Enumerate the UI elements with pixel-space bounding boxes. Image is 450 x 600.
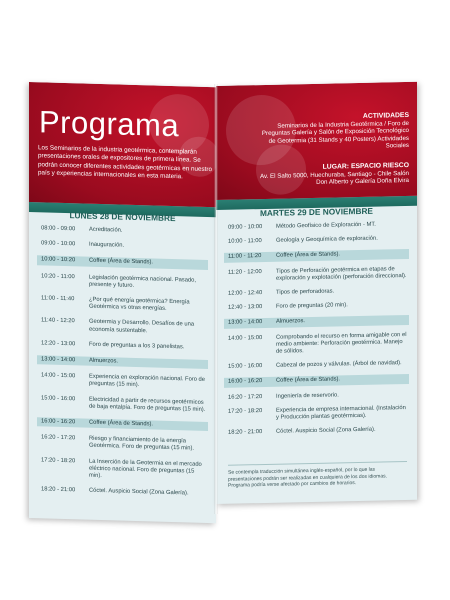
schedule-time: 12:40 - 13:00 — [228, 304, 263, 311]
schedule-row — [224, 235, 409, 246]
schedule-time: 14:00 - 15:00 — [228, 334, 263, 342]
schedule-description: ¿Por qué energía geotérmica? Energía Geotérmica vs otras energías. — [89, 296, 190, 313]
schedule-monday — [37, 225, 208, 498]
schedule-description: Foro de preguntas (20 min). — [276, 302, 348, 310]
right-header-band — [216, 82, 417, 200]
schedule-description: Cóctel. Auspicio Social (Zona Galería). — [276, 426, 376, 435]
schedule-description: Legislación geotérmica nacional. Pasado, presente y futuro. — [89, 274, 196, 289]
schedule-break-row — [224, 249, 409, 262]
schedule-time: 18:20 - 21:00 — [228, 429, 263, 436]
schedule-break-row — [224, 315, 409, 328]
schedule-description: Comprobando el recurso en forma amigable con el medio ambiente: Perforación geotérmica. Manejo de sólidos. — [276, 331, 407, 355]
schedule-description: Geotermia y Desarrollo. Desafíos de una economía sustentable. — [89, 319, 195, 334]
schedule-time: 11:20 - 12:00 — [228, 268, 262, 276]
activities-block — [259, 112, 409, 153]
schedule-time: 10:00 - 10:20 — [41, 256, 76, 264]
schedule-description: Cóctel. Auspicio Social (Zona Galería). — [89, 487, 189, 497]
schedule-row — [37, 372, 208, 391]
note-divider — [228, 461, 407, 466]
schedule-time: 12:20 - 13:00 — [41, 340, 76, 348]
schedule-description: Geología y Geoquímica de exploración. — [276, 235, 378, 244]
schedule-time: 09:00 - 10:00 — [41, 240, 76, 248]
schedule-row — [224, 221, 409, 232]
schedule-time: 16:20 - 17:20 — [41, 434, 76, 442]
schedule-row — [224, 266, 409, 284]
schedule-description: Acreditación. — [89, 226, 123, 234]
schedule-description: Electricidad a partir de recursos geotérmicos de baja entalpía. Foro de preguntas (15 min). — [89, 396, 206, 413]
schedule-time: 16:00 - 16:20 — [228, 378, 263, 386]
schedule-row — [224, 301, 409, 312]
schedule-break-row — [37, 417, 208, 431]
schedule-row — [37, 240, 208, 252]
schedule-time: 16:00 - 16:20 — [41, 418, 76, 426]
brochure-left-panel — [29, 82, 216, 523]
schedule-break-row — [37, 355, 208, 369]
schedule-row — [37, 457, 208, 483]
translation-note: Se contempla traducción simultánea inglés-español, por lo que las presentaciones podrán ser realizadas en cualquiera de los dos idiomas. Programa podría verse afectado por cambios de horarios. — [228, 466, 387, 490]
schedule-time: 13:00 - 14:00 — [228, 319, 263, 327]
day-header-monday: LUNES 28 DE NOVIEMBRE — [69, 210, 176, 224]
schedule-description: Tipos de perforadoras. — [276, 288, 335, 296]
schedule-description: Tipos de Perforación geotérmica en etapas de exploración y explotación (perforación direccional). — [276, 265, 407, 282]
schedule-description: Experiencia de empresa internacional. (Instalación y Producción plantas geotérmicas). — [276, 404, 406, 421]
schedule-description: Coffee (Área de Stands). — [89, 258, 154, 266]
brochure-fold — [214, 84, 218, 514]
schedule-time: 17:20 - 18:20 — [41, 456, 76, 464]
schedule-time: 15:00 - 16:00 — [41, 394, 76, 402]
schedule-description: Coffee (Área de Stands). — [276, 251, 341, 260]
activities-text: Seminarios de la Industria Geotérmica / Foro de Preguntas Galería y Salón de Exposición Tecnológico de Geotermia (31 Stands y 40 Posters) Actividades Sociales — [261, 119, 409, 150]
schedule-time: 13:00 - 14:00 — [41, 356, 76, 364]
schedule-description: Cabezal de pozos y válvulas. (Árbol de navidad). — [276, 360, 402, 369]
brochure-right-panel — [216, 82, 417, 504]
schedule-time: 16:20 - 17:20 — [228, 393, 263, 401]
place-block — [259, 162, 409, 188]
place-text: Av. El Salto 5000, Huechuraba, Santiago - Chile Salón Don Alberto y Galería Doña Elvira — [259, 169, 409, 187]
program-title: Programa — [39, 104, 180, 144]
schedule-row — [224, 405, 409, 423]
schedule-description: Coffee (Área de Stands). — [89, 419, 154, 428]
schedule-row — [224, 391, 409, 402]
day-header-tuesday: MARTES 29 DE NOVIEMBRE — [260, 205, 373, 219]
schedule-row — [224, 332, 409, 357]
schedule-description: Coffee (Área de Stands). — [276, 376, 341, 385]
schedule-row — [37, 340, 208, 352]
schedule-time: 12:00 - 12:40 — [228, 290, 263, 297]
schedule-break-row — [37, 256, 208, 270]
schedule-time: 18:20 - 21:00 — [41, 486, 76, 494]
schedule-row — [224, 426, 409, 437]
schedule-row — [224, 287, 409, 298]
schedule-description: Riesgo y financiamiento de la energía Geotérmica. Foro de preguntas (15 min). — [89, 435, 195, 453]
schedule-time: 11:00 - 11:40 — [41, 295, 75, 303]
schedule-time: 11:00 - 11:20 — [228, 253, 262, 261]
schedule-time: 15:00 - 16:00 — [228, 363, 263, 370]
schedule-time: 17:20 - 18:20 — [228, 407, 263, 415]
schedule-time: 14:00 - 15:00 — [41, 372, 76, 380]
schedule-row — [224, 360, 409, 371]
schedule-break-row — [224, 374, 409, 387]
schedule-time: 10:00 - 11:00 — [228, 238, 262, 245]
place-title: LUGAR: ESPACIO RIESCO — [322, 161, 409, 171]
schedule-row — [37, 395, 208, 414]
schedule-description: Método Geofísico de Exploración - MT. — [276, 221, 376, 230]
schedule-description: Experiencia en exploración nacional. Foro de preguntas (15 min). — [89, 373, 206, 389]
schedule-row — [37, 225, 208, 237]
schedule-description: Almuerzos. — [89, 357, 118, 365]
schedule-row — [37, 273, 208, 292]
schedule-time: 09:00 - 10:00 — [228, 224, 263, 231]
schedule-time: 08:00 - 09:00 — [41, 225, 76, 233]
schedule-tuesday — [224, 221, 409, 437]
schedule-row — [37, 318, 208, 337]
left-header-band — [29, 82, 216, 207]
schedule-description: Ingeniería de reservorio. — [276, 392, 339, 400]
schedule-description: Almuerzos. — [276, 318, 305, 326]
schedule-row — [37, 486, 208, 498]
schedule-description: Inauguración. — [89, 241, 125, 249]
intro-text: Los Seminarios de la industria geotérmica, contemplarán presentaciones orales de expositores de primera línea. Se podrán conocer diferentes actividades geotérmicas en nuestro país y experiencias internacionales en esta materia. — [38, 144, 212, 181]
schedule-time: 10:20 - 11:00 — [41, 272, 75, 280]
schedule-row — [37, 295, 208, 314]
activities-title: ACTIVIDADES — [362, 111, 409, 120]
schedule-description: Foro de preguntas a los 3 panelistas. — [89, 341, 185, 351]
schedule-description: La Inserción de la Geotermia en el mercado eléctrico nacional. Foro de preguntas (15 min). — [89, 458, 202, 480]
schedule-time: 11:40 - 12:20 — [41, 317, 75, 325]
schedule-row — [37, 434, 208, 453]
